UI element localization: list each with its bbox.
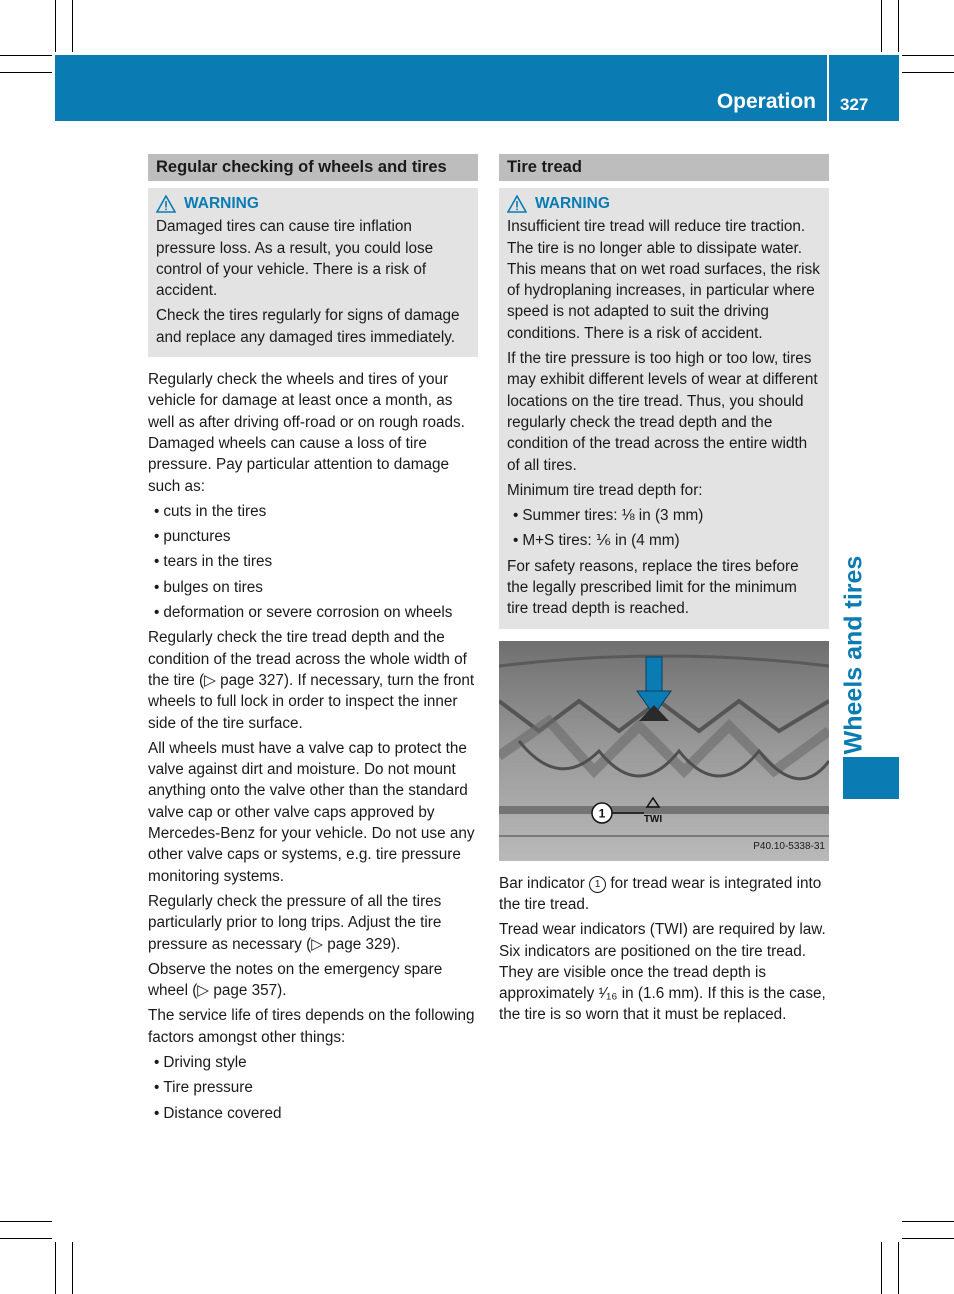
warning-title	[507, 193, 821, 214]
callout-number: 1	[589, 876, 606, 893]
figure-code: P40.10-5338-31	[753, 841, 825, 853]
list-item: • tears in the tires	[148, 551, 478, 572]
list-item: • Tire pressure	[148, 1077, 478, 1098]
page-number: 327	[840, 95, 869, 114]
paragraph: Regularly check the pressure of all the tires particularly prior to long trips. Adjust the tire pressure as necessary (▷ page 329).	[148, 892, 442, 953]
crop-mark	[881, 1242, 882, 1294]
warning-text: For safety reasons, replace the tires before the legally prescribed limit for the minimum tire tread depth is reached.	[507, 557, 799, 618]
crop-mark	[0, 1221, 52, 1222]
header-divider	[827, 55, 829, 121]
left-column	[148, 154, 478, 1128]
figure-caption	[499, 873, 829, 916]
crop-mark	[72, 1242, 73, 1294]
crop-mark	[902, 1238, 954, 1239]
warning-text: Check the tires regularly for signs of damage and replace any damaged tires immediately.	[156, 307, 460, 346]
list-item: • punctures	[148, 526, 478, 547]
warning-box	[148, 188, 478, 357]
paragraph: Regularly check the wheels and tires of your vehicle for damage at least once a month, as well as after driving off-road or on rough roads. Damaged wheels can cause a loss of tire pressure. Pay particular attention to damage such as:	[148, 371, 465, 495]
list-item: • cuts in the tires	[148, 501, 478, 522]
paragraph: The service life of tires depends on the following factors amongst other things:	[148, 1007, 475, 1046]
list-item: • bulges on tires	[148, 577, 478, 598]
crop-mark	[0, 72, 52, 73]
tread-depth-list	[507, 505, 821, 552]
paragraph: All wheels must have a valve cap to protect the valve against dirt and moisture. Do not mount anything onto the valve other than the standard valve cap or other valve caps approved by Mercedes-Benz for your vehicle. Do not use any other valve caps or systems, e.g. tire pressure monitoring systems.	[148, 739, 475, 885]
list-item: • deformation or severe corrosion on wheels	[148, 602, 478, 623]
warning-text: Minimum tire tread depth for:	[507, 481, 703, 499]
crop-mark	[902, 1221, 954, 1222]
warning-title	[156, 193, 470, 214]
paragraph: Tread wear indicators (TWI) are required by law. Six indicators are positioned on the tire tread. They are visible once the tread depth is approximately ¹⁄₁₆ in (1.6 mm). If this is the case, the tire is so worn that it must be replaced.	[499, 921, 826, 1024]
side-tab-marker	[843, 757, 899, 799]
tire-tread-figure	[499, 641, 829, 861]
paragraph: Regularly check the tire tread depth and the condition of the tread across the whole width of the tire (▷ page 327). If necessary, turn the front wheels to full lock in order to inspect the inner side of the tire surface.	[148, 629, 475, 732]
crop-mark	[0, 55, 52, 56]
factor-list	[148, 1052, 478, 1124]
crop-mark	[898, 1242, 899, 1294]
crop-mark	[902, 55, 954, 56]
crop-mark	[55, 0, 56, 52]
crop-mark	[0, 1238, 52, 1239]
side-tab-label: Wheels and tires	[839, 555, 868, 755]
list-item: • Summer tires: ⅛ in (3 mm)	[507, 505, 821, 526]
figure-callout: 1	[598, 806, 606, 821]
warning-triangle-icon	[507, 195, 527, 213]
crop-mark	[881, 0, 882, 52]
caption-text: Bar indicator	[499, 874, 585, 892]
tire-tread-illustration	[499, 641, 829, 861]
section-heading: Regular checking of wheels and tires	[148, 154, 478, 181]
side-tab	[832, 555, 876, 755]
section-heading: Tire tread	[499, 154, 829, 181]
warning-text: Damaged tires can cause tire inflation pressure loss. As a result, you could lose control of your vehicle. There is a risk of accident.	[156, 218, 434, 300]
figure-twi-label: TWI	[643, 813, 663, 825]
warning-label: WARNING	[535, 195, 610, 212]
crop-mark	[72, 0, 73, 52]
warning-triangle-icon	[156, 195, 176, 213]
list-item: • M+S tires: ⅙ in (4 mm)	[507, 530, 821, 551]
list-item: • Distance covered	[148, 1103, 478, 1124]
caption-text: for tread wear is integrated into the tire tread.	[499, 874, 822, 913]
section-title: Operation	[716, 90, 816, 113]
crop-mark	[898, 0, 899, 52]
warning-text: If the tire pressure is too high or too low, tires may exhibit different levels of wear at different locations on the tire tread. Thus, you should regularly check the tread depth and the condition of the tread across the entire width of all tires.	[507, 350, 818, 474]
warning-text: Insufficient tire tread will reduce tire traction. The tire is no longer able to dissipate water. This means that on wet road surfaces, the risk of hydroplaning increases, in particular where speed is not adapted to suit the driving conditions. There is a risk of accident.	[507, 218, 820, 342]
list-item: • Driving style	[148, 1052, 478, 1073]
damage-list	[148, 501, 478, 623]
right-column	[499, 154, 829, 1030]
warning-box	[499, 188, 829, 629]
paragraph: Observe the notes on the emergency spare wheel (▷ page 357).	[148, 960, 443, 1000]
crop-mark	[55, 1242, 56, 1294]
crop-mark	[902, 72, 954, 73]
warning-label: WARNING	[184, 195, 259, 212]
